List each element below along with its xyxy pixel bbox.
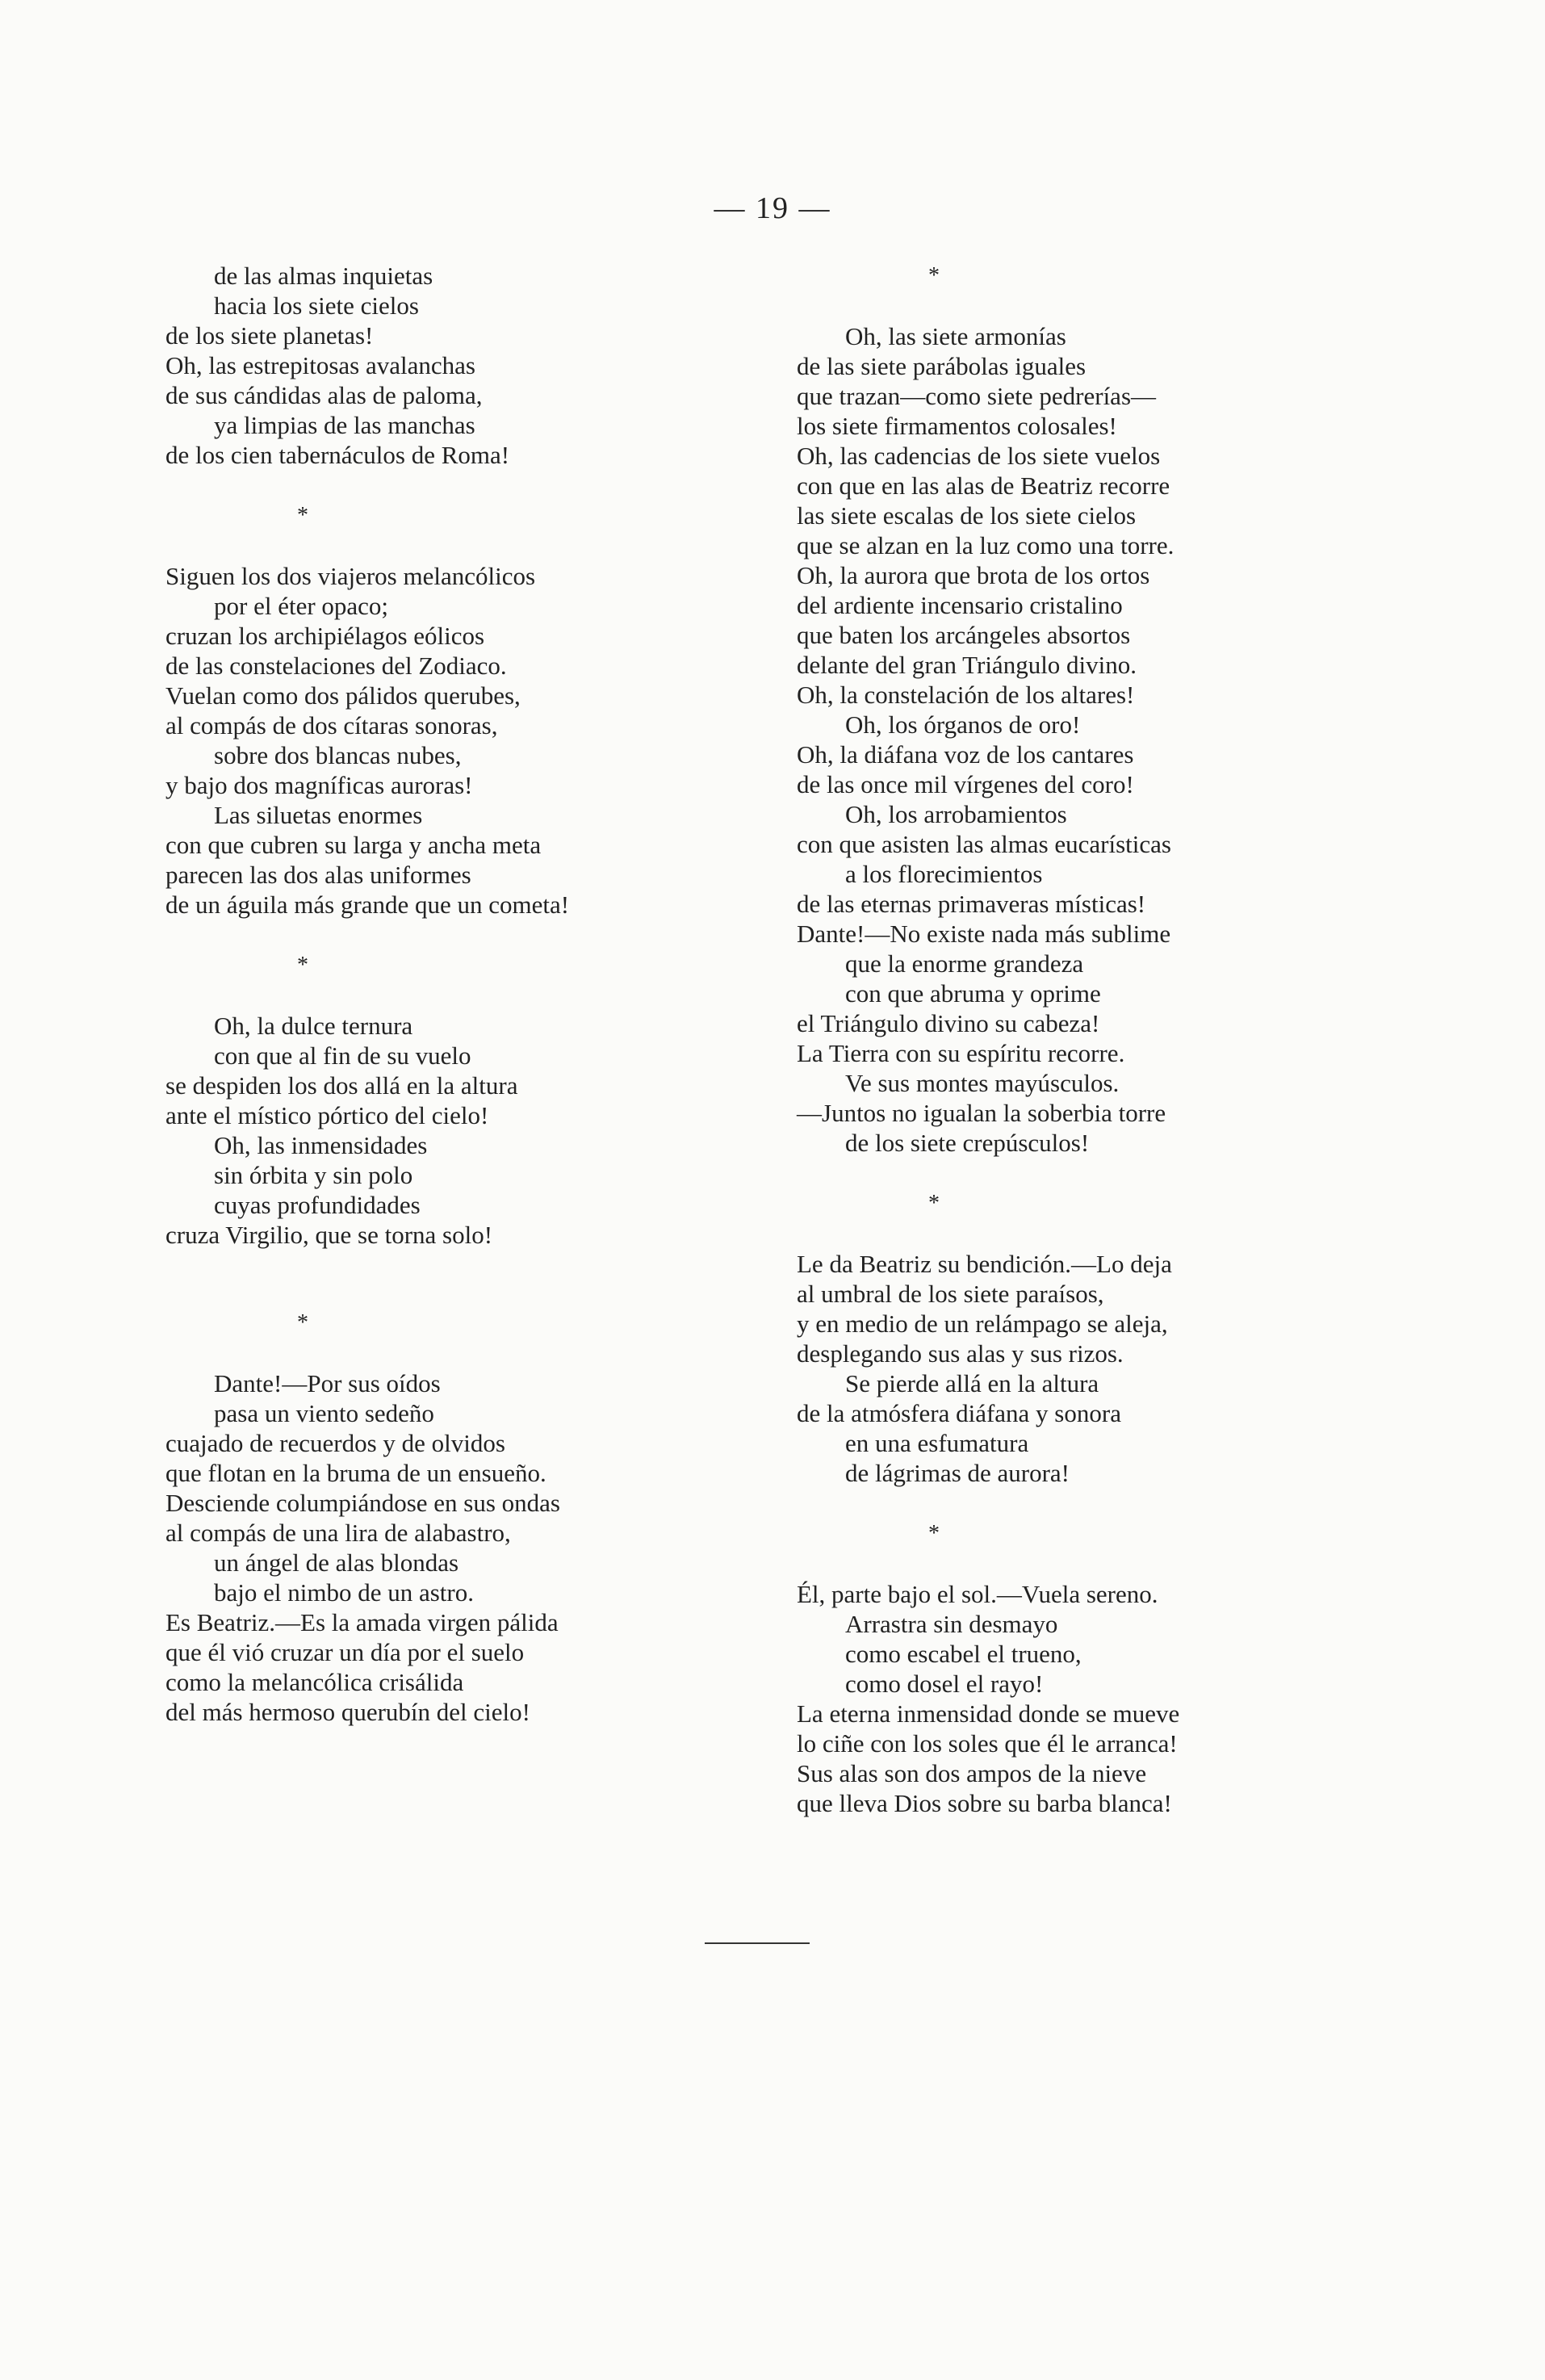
- verse-line: de lágrimas de aurora!: [845, 1459, 1070, 1487]
- verse-line: Se pierde allá en la altura: [845, 1369, 1099, 1397]
- verse-line: Oh, las inmensidades: [214, 1131, 428, 1159]
- verse-line: de las eternas primaveras místicas!: [797, 890, 1146, 918]
- verse-line: que la enorme grandeza: [845, 949, 1084, 978]
- verse-line: con que asisten las almas eucarísticas: [797, 830, 1171, 858]
- verse-line: de los siete planetas!: [165, 321, 374, 350]
- verse-line: al compás de dos cítaras sonoras,: [165, 711, 498, 740]
- verse-line: y en medio de un relámpago se aleja,: [797, 1309, 1168, 1338]
- verse-line: como la melancólica crisálida: [165, 1668, 464, 1696]
- verse-line: Oh, la dulce ternura: [214, 1012, 413, 1040]
- right-stanza-2: [797, 1249, 1410, 1488]
- page-number: — 19 —: [714, 191, 831, 225]
- verse-line: cuajado de recuerdos y de olvidos: [165, 1429, 505, 1457]
- verse-line: La eterna inmensidad donde se mueve: [797, 1699, 1180, 1728]
- verse-line: delante del gran Triángulo divino.: [797, 651, 1137, 679]
- verse-line: de los cien tabernáculos de Roma!: [165, 441, 510, 469]
- verse-line: y bajo dos magníficas auroras!: [165, 771, 473, 799]
- section-asterisk: *: [928, 263, 940, 288]
- left-stanza-1: [165, 261, 779, 470]
- verse-line: hacia los siete cielos: [214, 291, 419, 320]
- section-asterisk: *: [297, 953, 308, 978]
- verse-line: de las constelaciones del Zodiaco.: [165, 652, 507, 680]
- verse-line: Le da Beatriz su bendición.—Lo deja: [797, 1250, 1172, 1278]
- closing-rule: [705, 1942, 810, 1944]
- verse-line: al umbral de los siete paraísos,: [797, 1280, 1104, 1308]
- verse-line: del más hermoso querubín del cielo!: [165, 1698, 530, 1726]
- verse-line: Oh, las siete armonías: [845, 322, 1066, 350]
- verse-line: Dante!—No existe nada más sublime: [797, 920, 1171, 948]
- verse-line: lo ciñe con los soles que él le arranca!: [797, 1729, 1178, 1758]
- verse-line: Siguen los dos viajeros melancólicos: [165, 562, 536, 590]
- verse-line: Las siluetas enormes: [214, 801, 423, 829]
- left-stanza-2: [165, 561, 779, 920]
- verse-line: con que cubren su larga y ancha meta: [165, 831, 542, 859]
- verse-line: que lleva Dios sobre su barba blanca!: [797, 1789, 1172, 1817]
- verse-line: de los siete crepúsculos!: [845, 1129, 1090, 1157]
- verse-line: pasa un viento sedeño: [214, 1399, 434, 1427]
- verse-line: Oh, los órganos de oro!: [845, 710, 1081, 739]
- verse-line: sobre dos blancas nubes,: [214, 741, 462, 769]
- right-stanza-3: [797, 1579, 1410, 1818]
- verse-line: Oh, la aurora que brota de los ortos: [797, 561, 1150, 589]
- verse-line: Oh, las cadencias de los siete vuelos: [797, 442, 1161, 470]
- verse-line: que él vió cruzar un día por el suelo: [165, 1638, 525, 1666]
- verse-line: como dosel el rayo!: [845, 1670, 1044, 1698]
- verse-line: como escabel el trueno,: [845, 1640, 1082, 1668]
- verse-line: con que al fin de su vuelo: [214, 1041, 471, 1070]
- verse-line: Desciende columpiándose en sus ondas: [165, 1489, 560, 1517]
- right-stanza-1: [797, 321, 1410, 1158]
- verse-line: Sus alas son dos ampos de la nieve: [797, 1759, 1147, 1787]
- verse-line: de las siete parábolas iguales: [797, 352, 1087, 380]
- verse-line: de las almas inquietas: [214, 262, 433, 290]
- verse-line: por el éter opaco;: [214, 592, 389, 620]
- verse-line: cuyas profundidades: [214, 1191, 421, 1219]
- verse-line: Ve sus montes mayúsculos.: [845, 1069, 1120, 1097]
- verse-line: Es Beatriz.—Es la amada virgen pálida: [165, 1608, 559, 1636]
- verse-line: de la atmósfera diáfana y sonora: [797, 1399, 1121, 1427]
- verse-line: —Juntos no igualan la soberbia torre: [797, 1099, 1166, 1127]
- section-asterisk: *: [928, 1191, 940, 1216]
- verse-line: parecen las dos alas uniformes: [165, 861, 471, 889]
- verse-line: Oh, los arrobamientos: [845, 800, 1067, 828]
- verse-line: ante el místico pórtico del cielo!: [165, 1101, 489, 1129]
- verse-line: Dante!—Por sus oídos: [214, 1369, 441, 1397]
- left-stanza-4: [165, 1368, 779, 1727]
- verse-line: en una esfumatura: [845, 1429, 1029, 1457]
- verse-line: de sus cándidas alas de paloma,: [165, 381, 483, 409]
- verse-line: Vuelan como dos pálidos querubes,: [165, 681, 521, 710]
- verse-line: con que abruma y oprime: [845, 979, 1101, 1008]
- verse-line: un ángel de alas blondas: [214, 1548, 459, 1577]
- section-asterisk: *: [297, 1310, 308, 1335]
- verse-line: Oh, la constelación de los altares!: [797, 681, 1135, 709]
- verse-line: que se alzan en la luz como una torre.: [797, 531, 1174, 559]
- verse-line: de las once mil vírgenes del coro!: [797, 770, 1134, 798]
- verse-line: con que en las alas de Beatriz recorre: [797, 471, 1170, 500]
- verse-line: Oh, la diáfana voz de los cantares: [797, 740, 1134, 769]
- verse-line: cruza Virgilio, que se torna solo!: [165, 1221, 493, 1249]
- verse-line: que flotan en la bruma de un ensueño.: [165, 1459, 546, 1487]
- verse-line: sin órbita y sin polo: [214, 1161, 413, 1189]
- verse-line: que trazan—como siete pedrerías—: [797, 382, 1157, 410]
- verse-line: Oh, las estrepitosas avalanchas: [165, 351, 475, 379]
- verse-line: cruzan los archipiélagos eólicos: [165, 622, 485, 650]
- verse-line: desplegando sus alas y sus rizos.: [797, 1339, 1124, 1368]
- verse-line: Arrastra sin desmayo: [845, 1610, 1058, 1638]
- verse-line: se despiden los dos allá en la altura: [165, 1071, 518, 1100]
- verse-line: el Triángulo divino su cabeza!: [797, 1009, 1100, 1037]
- verse-line: los siete firmamentos colosales!: [797, 412, 1117, 440]
- verse-line: La Tierra con su espíritu recorre.: [797, 1039, 1125, 1067]
- verse-line: bajo el nimbo de un astro.: [214, 1578, 474, 1607]
- verse-line: Él, parte bajo el sol.—Vuela sereno.: [797, 1580, 1158, 1608]
- verse-line: de un águila más grande que un cometa!: [165, 890, 570, 919]
- section-asterisk: *: [928, 1521, 940, 1546]
- verse-line: las siete escalas de los siete cielos: [797, 501, 1137, 530]
- verse-line: al compás de una lira de alabastro,: [165, 1519, 511, 1547]
- verse-line: del ardiente incensario cristalino: [797, 591, 1123, 619]
- verse-line: que baten los arcángeles absortos: [797, 621, 1131, 649]
- section-asterisk: *: [297, 503, 308, 528]
- left-stanza-3: [165, 1011, 779, 1250]
- verse-line: ya limpias de las manchas: [214, 411, 475, 439]
- verse-line: a los florecimientos: [845, 860, 1043, 888]
- left-column: [165, 261, 779, 1727]
- right-column: [797, 261, 1410, 1818]
